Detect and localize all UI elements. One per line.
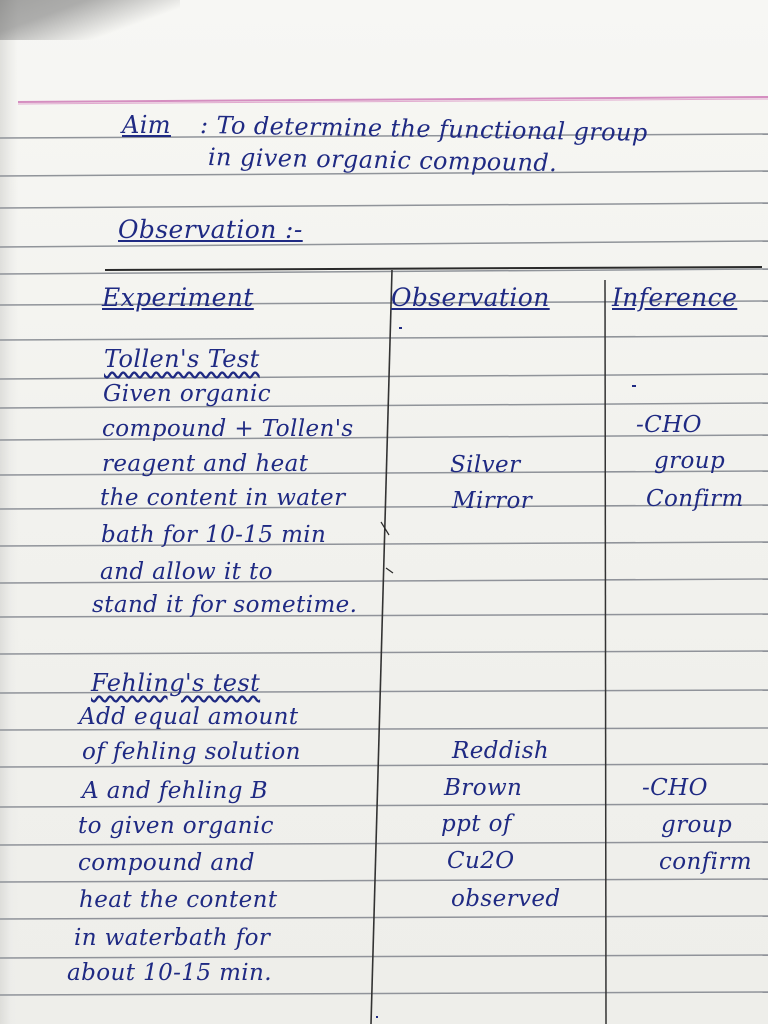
observation-heading: Observation :- bbox=[118, 215, 303, 244]
fehlings-experiment-line-4: to given organic bbox=[78, 813, 274, 839]
test-title-fehlings: Fehling's test bbox=[91, 669, 261, 697]
column-header-experiment: Experiment bbox=[102, 283, 254, 312]
stray-pen-dot bbox=[399, 327, 402, 329]
tollens-experiment-line-3: reagent and heat bbox=[102, 451, 309, 477]
test-title-tollens: Tollen's Test bbox=[104, 345, 260, 373]
fehlings-experiment-line-7: in waterbath for bbox=[74, 925, 271, 951]
aim-label: Aim bbox=[122, 111, 171, 139]
fehlings-experiment-line-2: of fehling solution bbox=[82, 739, 301, 765]
fehlings-observation-line-3: ppt of bbox=[441, 811, 512, 837]
column-header-inference: Inference bbox=[612, 283, 738, 312]
fehlings-observation-line-2: Brown bbox=[444, 775, 523, 801]
aim-text-line-1: : To determine the functional group bbox=[199, 111, 648, 147]
tollens-inference-line-1: -CHO bbox=[636, 412, 702, 438]
tollens-experiment-line-5: bath for 10-15 min bbox=[101, 522, 327, 548]
fehlings-experiment-line-1: Add equal amount bbox=[79, 704, 299, 730]
fehlings-observation-line-5: observed bbox=[451, 886, 561, 912]
fehlings-inference-line-2: group bbox=[661, 812, 733, 838]
tollens-observation-line-1: Silver bbox=[450, 452, 521, 478]
fehlings-experiment-line-6: heat the content bbox=[79, 887, 278, 913]
fehlings-experiment-line-5: compound and bbox=[78, 850, 255, 876]
tollens-experiment-line-6: and allow it to bbox=[100, 559, 273, 585]
stray-pen-dot bbox=[632, 385, 636, 387]
tollens-experiment-line-1: Given organic bbox=[103, 381, 271, 407]
tollens-observation-line-2: Mirror bbox=[452, 488, 533, 514]
fehlings-inference-line-3: confirm bbox=[659, 849, 753, 875]
tollens-experiment-line-7: stand it for sometime. bbox=[92, 592, 358, 618]
tollens-inference-line-2: group bbox=[654, 448, 726, 474]
tollens-experiment-line-2: compound + Tollen's bbox=[102, 416, 354, 442]
stray-pen-dot bbox=[376, 1016, 378, 1018]
aim-text-line-2: in given organic compound. bbox=[207, 143, 558, 178]
fehlings-observation-line-4: Cu2O bbox=[447, 848, 515, 874]
column-header-observation: Observation bbox=[391, 283, 550, 312]
fehlings-experiment-line-3: A and fehling B bbox=[82, 778, 268, 804]
tollens-experiment-line-4: the content in water bbox=[100, 485, 346, 511]
fehlings-inference-line-1: -CHO bbox=[642, 775, 708, 801]
tollens-inference-line-3: Confirm bbox=[646, 486, 744, 512]
fehlings-observation-line-1: Reddish bbox=[452, 738, 550, 764]
fehlings-experiment-line-8: about 10-15 min. bbox=[67, 960, 272, 986]
